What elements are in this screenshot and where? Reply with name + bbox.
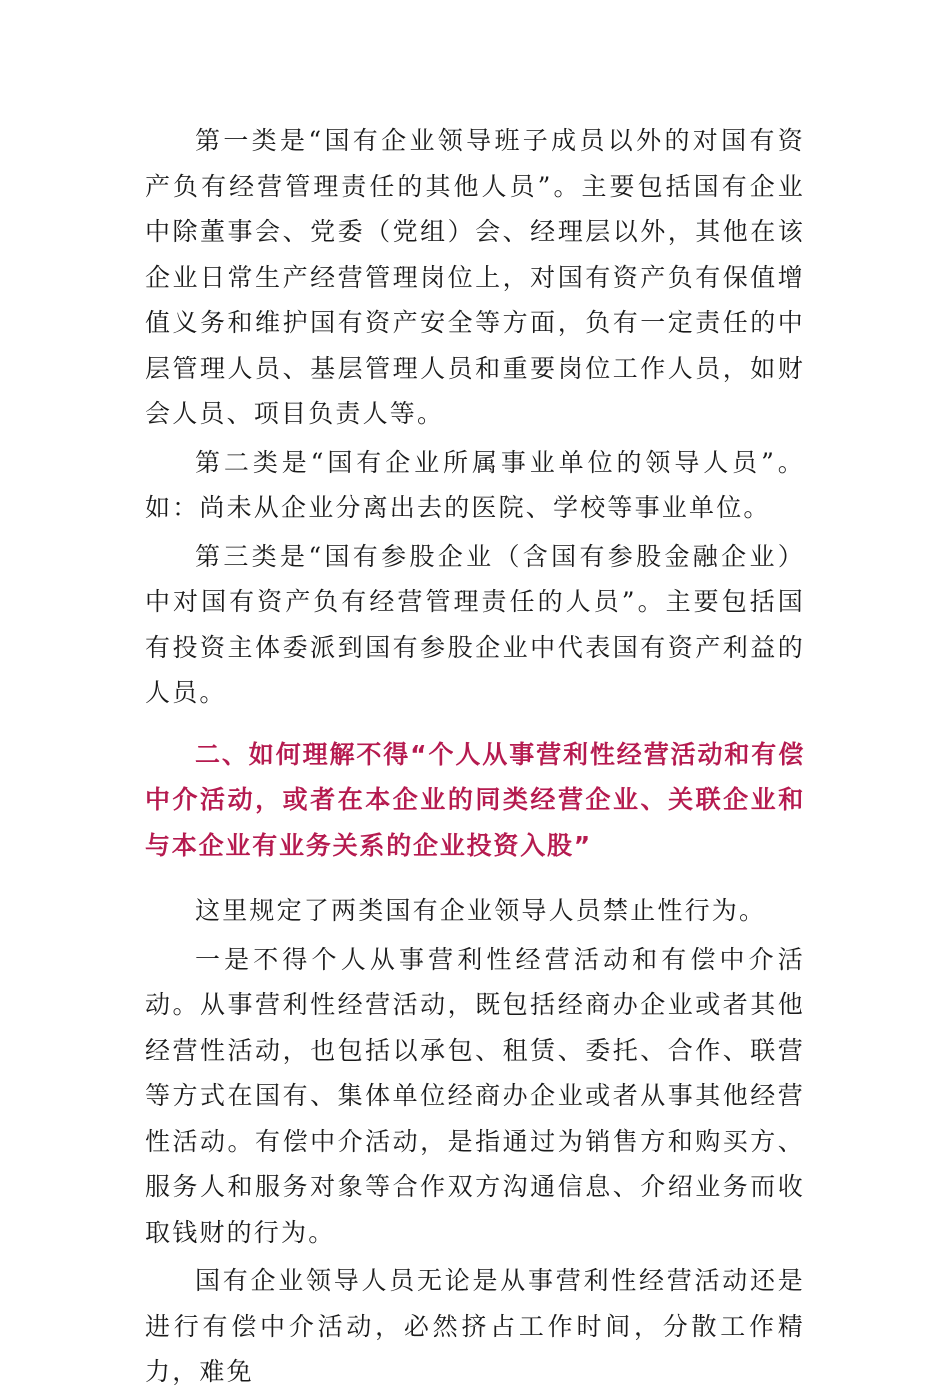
paragraph-category-three: 第三类是“国有参股企业（含国有参股金融企业）中对国有资产负有经营管理责任的人员”。主要包括国有投资主体委派到国有参股企业中代表国有资产利益的人员。 [145, 541, 805, 707]
paragraph-intro: 这里规定了两类国有企业领导人员禁止性行为。 [195, 896, 767, 925]
paragraph-category-two: 第二类是“国有企业所属事业单位的领导人员”。如：尚未从企业分离出去的医院、学校等事业单位。 [145, 447, 805, 522]
paragraph-category-one: 第一类是“国有企业领导班子成员以外的对国有资产负有经营管理责任的其他人员”。主要包括国有企业中除董事会、党委（党组）会、经理层以外，其他在该企业日常生产经营管理岗位上，对国有资产负有保值增值义务和维护国有资产安全等方面，负有一定责任的中层管理人员、基层管理人员和重要岗位工作人员，如财会人员、项目负责人等。 [145, 126, 805, 428]
paragraph-point-one: 一是不得个人从事营利性经营活动和有偿中介活动。从事营利性经营活动，既包括经商办企业或者其他经营性活动，也包括以承包、租赁、委托、合作、联营等方式在国有、集体单位经商办企业或者从事其他经营性活动。有偿中介活动，是指通过为销售方和购买方、服务人和服务对象等合作双方沟通信息、介绍业务而收取钱财的行为。 [145, 944, 805, 1247]
paragraph-consequence: 国有企业领导人员无论是从事营利性经营活动还是进行有偿中介活动，必然挤占工作时间，分散工作精力，难免 [145, 1266, 805, 1386]
document-body [145, 118, 805, 1398]
section-heading-two: 二、如何理解不得“个人从事营利性经营活动和有偿中介活动，或者在本企业的同类经营企业、关联企业和与本企业有业务关系的企业投资入股” [145, 739, 805, 860]
